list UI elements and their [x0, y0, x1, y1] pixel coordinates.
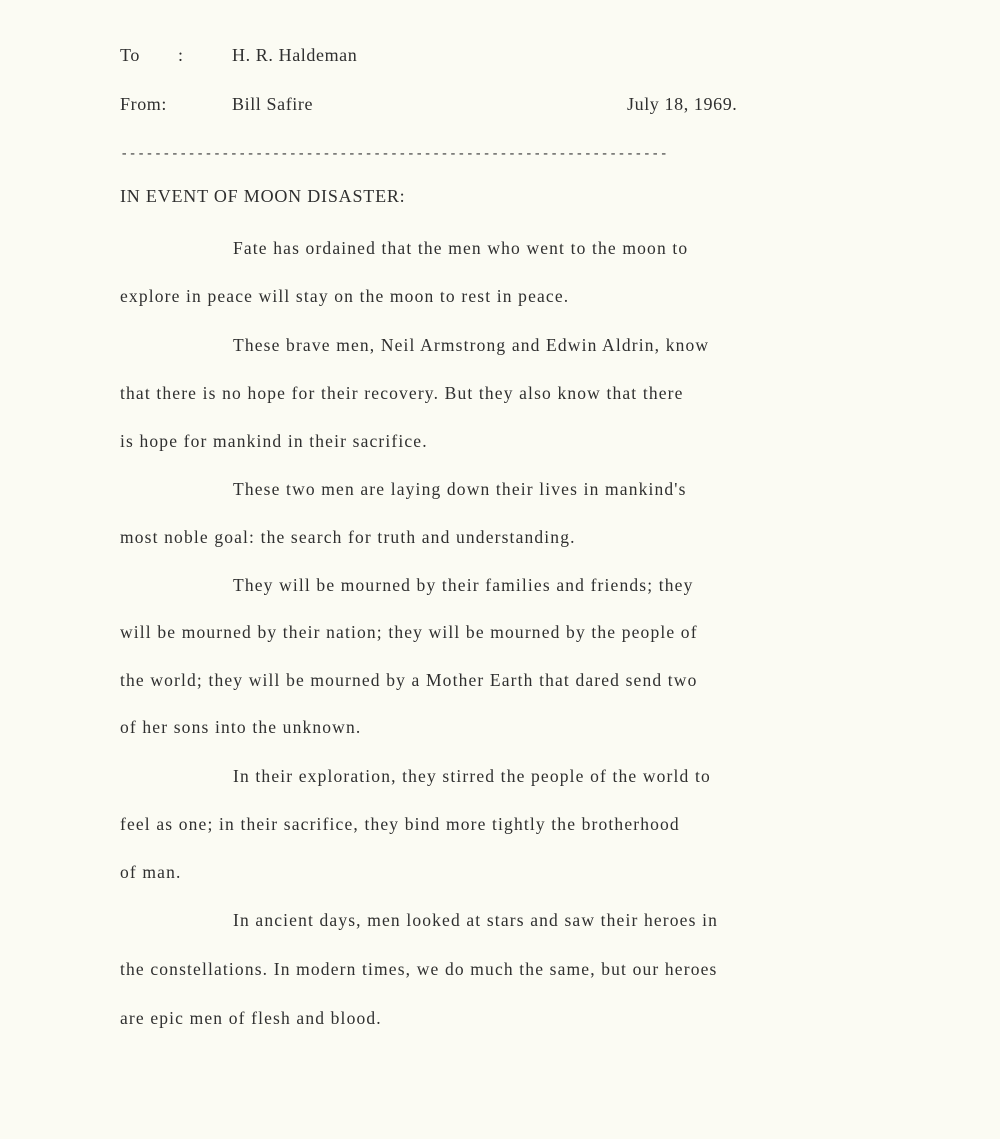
body-line: In ancient days, men looked at stars and saw their heroes in [233, 910, 718, 930]
body-line: is hope for mankind in their sacrifice. [120, 431, 428, 451]
memo-title: IN EVENT OF MOON DISASTER: [120, 186, 406, 206]
body-line: the world; they will be mourned by a Mother Earth that dared send two [120, 670, 698, 690]
body-line: These two men are laying down their lives in mankind's [233, 479, 687, 499]
body-line: most noble goal: the search for truth and understanding. [120, 527, 576, 547]
to-recipient: H. R. Haldeman [232, 45, 358, 65]
body-line: that there is no hope for their recovery. But they also know that there [120, 383, 684, 403]
body-line: They will be mourned by their families and friends; they [233, 575, 694, 595]
dashed-separator: ----------------------------------------------------------------- [120, 146, 668, 162]
memo-date: July 18, 1969. [627, 94, 738, 114]
body-line: feel as one; in their sacrifice, they bind more tightly the brotherhood [120, 814, 680, 834]
from-row [0, 94, 1000, 118]
body-line: will be mourned by their nation; they will be mourned by the people of [120, 622, 698, 642]
from-label: From: [120, 94, 168, 114]
to-label: To [120, 45, 140, 65]
to-row [0, 45, 1000, 69]
body-line: of man. [120, 862, 182, 882]
body-line: In their exploration, they stirred the people of the world to [233, 766, 711, 786]
body-line: of her sons into the unknown. [120, 717, 362, 737]
body-line: Fate has ordained that the men who went to the moon to [233, 238, 689, 258]
body-line: are epic men of flesh and blood. [120, 1008, 382, 1028]
body-line: explore in peace will stay on the moon to rest in peace. [120, 286, 570, 306]
from-sender: Bill Safire [232, 94, 314, 114]
body-line: These brave men, Neil Armstrong and Edwin Aldrin, know [233, 335, 710, 355]
body-line: the constellations. In modern times, we do much the same, but our heroes [120, 959, 718, 979]
to-colon: : [178, 45, 184, 65]
